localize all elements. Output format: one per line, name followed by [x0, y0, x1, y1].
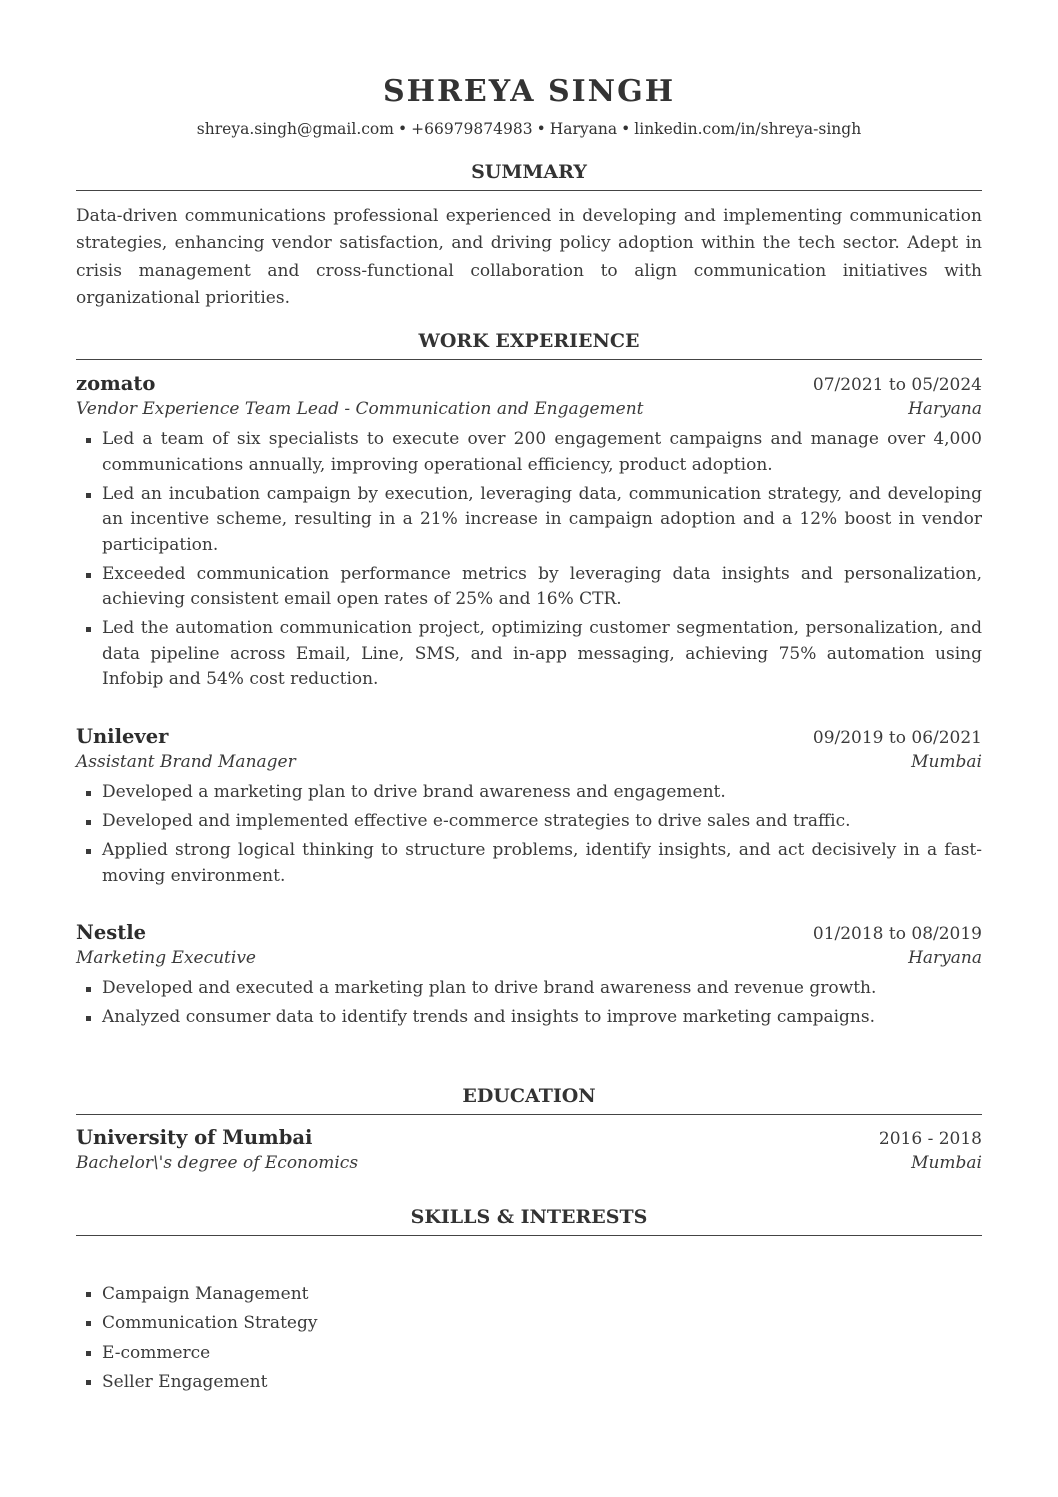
job-header-row: [76, 372, 982, 395]
list-item: [76, 562, 982, 613]
list-item: [76, 427, 982, 478]
bullet-square-icon: [86, 1351, 91, 1356]
bullet-text: Developed and implemented effective e-commerce strategies to drive sales and traffic.: [102, 811, 851, 831]
list-item: [76, 1280, 982, 1309]
contact-separator: •: [397, 120, 408, 138]
job-header-row: [76, 725, 982, 748]
bullet-text: Analyzed consumer data to identify trends and insights to improve marketing campaigns.: [102, 1007, 876, 1027]
contact-separator: •: [536, 120, 546, 138]
skills-heading: SKILLS & INTERESTS: [410, 1206, 648, 1228]
job-bullets: [76, 427, 982, 693]
bullet-square-icon: [86, 1380, 91, 1385]
education-degree-row: [76, 1153, 982, 1173]
job-dates: 09/2019 to 06/2021: [812, 728, 982, 748]
list-item: [76, 482, 982, 559]
candidate-name: SHREYA SINGH: [382, 74, 676, 109]
list-item: [76, 1339, 982, 1368]
summary-text: Data-driven communications professional experienced in developing and implementing communication strategies, enhancing vendor satisfaction, and driving policy adoption within the tech sector. Adept in crisis management and cross-functional collaboration to align communication initiatives with organizational priorities.: [76, 206, 982, 308]
summary-heading: SUMMARY: [471, 161, 587, 183]
bullet-square-icon: [86, 438, 91, 443]
list-item: [76, 1309, 982, 1338]
education-divider: [76, 1114, 982, 1115]
bullet-text: Led the automation communication project, optimizing customer segmentation, personalization, and data pipeline across Email, Line, SMS, and in-app messaging, achieving 75% automation using Infobip and 54% cost reduction.: [102, 618, 982, 689]
job-role-row: [76, 399, 982, 419]
bullet-square-icon: [86, 1016, 91, 1021]
list-item: [76, 809, 982, 835]
summary-divider: [76, 190, 982, 191]
job-company: Unilever: [76, 725, 169, 748]
job-location: Haryana: [908, 399, 982, 419]
education-degree: Bachelor\'s degree of Economics: [76, 1153, 359, 1173]
education-location: Mumbai: [911, 1153, 982, 1173]
bullet-text: Developed and executed a marketing plan to drive brand awareness and revenue growth.: [102, 978, 877, 998]
contact-location: Haryana: [549, 120, 618, 138]
list-item: [76, 616, 982, 693]
bullet-square-icon: [86, 573, 91, 578]
job-role-row: [76, 948, 982, 968]
job-role: Marketing Executive: [76, 948, 256, 968]
job-dates: 07/2021 to 05/2024: [812, 375, 982, 395]
contact-phone: +66979874983: [411, 120, 533, 138]
job-entry-nestle: [76, 921, 982, 1034]
job-company: zomato: [76, 372, 156, 395]
bullet-square-icon: [86, 987, 91, 992]
skill-text: E-commerce: [102, 1342, 211, 1363]
skills-divider: [76, 1235, 982, 1236]
contact-line: [76, 120, 982, 138]
bullet-square-icon: [86, 493, 91, 498]
job-location: Mumbai: [911, 752, 982, 772]
bullet-text: Led an incubation campaign by execution, leveraging data, communication strategy, and developing an incentive scheme, resulting in a 21% increase in campaign adoption and a 12% boost in vendor participation.: [102, 483, 982, 555]
list-item: [76, 838, 982, 889]
education-school: University of Mumbai: [76, 1126, 313, 1149]
work-experience-divider: [76, 359, 982, 360]
list-item: [76, 1368, 982, 1397]
bullet-square-icon: [86, 849, 91, 854]
contact-linkedin: linkedin.com/in/shreya-singh: [634, 120, 862, 138]
job-role-row: [76, 752, 982, 772]
list-item: [76, 780, 982, 806]
skills-list: [76, 1280, 982, 1397]
job-dates: 01/2018 to 08/2019: [812, 924, 982, 944]
education-heading: EDUCATION: [462, 1085, 596, 1107]
job-role: Vendor Experience Team Lead - Communication and Engagement: [76, 399, 644, 419]
job-bullets: [76, 780, 982, 889]
job-bullets: [76, 976, 982, 1031]
work-experience-heading: WORK EXPERIENCE: [418, 330, 640, 352]
bullet-text: Applied strong logical thinking to structure problems, identify insights, and act decisively in a fast-moving environment.: [102, 840, 982, 886]
list-item: [76, 1005, 982, 1031]
job-entry-zomato: [76, 372, 982, 696]
skill-text: Seller Engagement: [102, 1371, 268, 1392]
job-role: Assistant Brand Manager: [76, 752, 296, 772]
list-item: [76, 976, 982, 1002]
skill-text: Communication Strategy: [102, 1313, 318, 1334]
bullet-text: Exceeded communication performance metrics by leveraging data insights and personalization, achieving consistent email open rates of 25% and 16% CTR.: [102, 563, 982, 609]
education-header-row: [76, 1126, 982, 1149]
job-location: Haryana: [908, 948, 982, 968]
contact-email: shreya.singh@gmail.com: [196, 120, 394, 138]
bullet-text: Developed a marketing plan to drive brand awareness and engagement.: [102, 782, 726, 802]
bullet-square-icon: [86, 820, 91, 825]
education-years: 2016 - 2018: [878, 1129, 982, 1149]
bullet-square-icon: [86, 791, 91, 796]
education-entry: [76, 1126, 982, 1173]
bullet-square-icon: [86, 627, 91, 632]
bullet-text: Led a team of six specialists to execute over 200 engagement campaigns and manage over 4,000 communications annually, improving operational efficiency, product adoption.: [102, 429, 982, 475]
skill-text: Campaign Management: [102, 1284, 309, 1304]
job-entry-unilever: [76, 725, 982, 893]
contact-separator: •: [621, 120, 631, 138]
job-header-row: [76, 921, 982, 944]
bullet-square-icon: [86, 1292, 91, 1297]
bullet-square-icon: [86, 1321, 91, 1326]
job-company: Nestle: [76, 921, 147, 944]
